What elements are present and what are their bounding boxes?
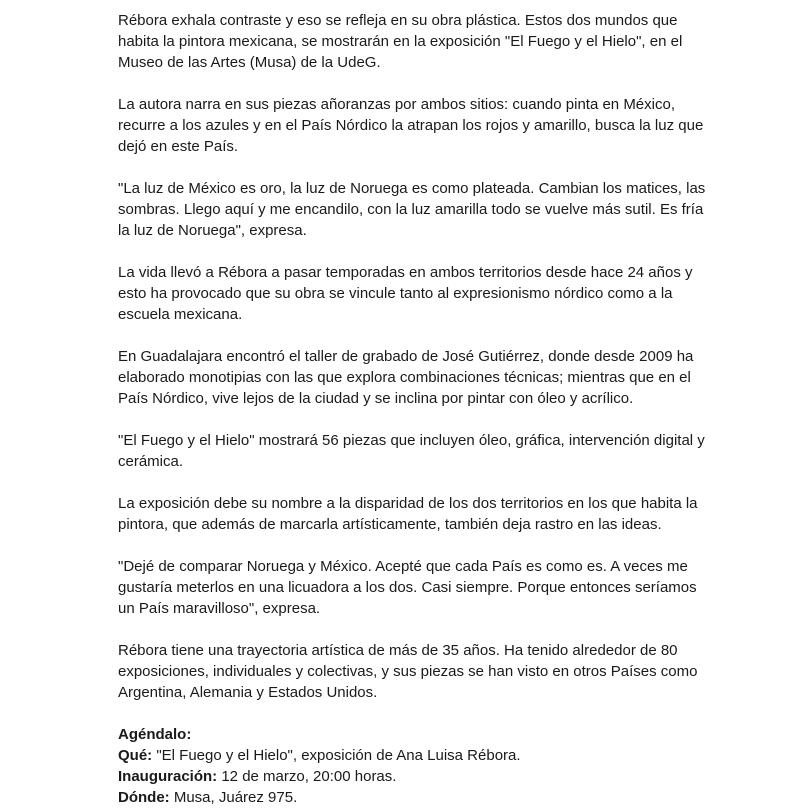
paragraph-quote-light: "La luz de México es oro, la luz de Noruega es como plateada. Cambian los matices, las sombras. Llego aquí y me encandilo, con la luz amarilla todo se vuelve más sutil. Es fría la luz de Noruega", expresa. (118, 180, 706, 239)
paragraph-quote-compare: "Dejé de comparar Noruega y México. Acepté que cada País es como es. A veces me gustaría meterlos en una licuadora a los dos. Casi siempre. Porque entonces seríamos un País maravilloso", expresa. (118, 558, 697, 617)
agenda-block (118, 724, 708, 808)
paragraph-guadalajara: En Guadalajara encontró el taller de grabado de José Gutiérrez, donde desde 2009 ha elaborado monotipias con las que explora combinaciones técnicas; mientras que en el País Nórdico, vive lejos de la ciudad y se inclina por pintar con óleo y acrílico. (118, 348, 694, 407)
agenda-where-label: Dónde: (118, 789, 170, 806)
paragraph-life: La vida llevó a Rébora a pasar temporadas en ambos territorios desde hace 24 años y esto ha provocado que su obra se vincule tanto al expresionismo nórdico como a la escuela mexicana. (118, 264, 693, 323)
paragraph-intro: Rébora exhala contraste y eso se refleja en su obra plástica. Estos dos mundos que habita la pintora mexicana, se mostrarán en la exposición "El Fuego y el Hielo", en el Museo de las Artes (Musa) de la UdeG. (118, 12, 683, 71)
agenda-opening-value: 12 de marzo, 20:00 horas. (217, 768, 397, 785)
paragraph-pieces: "El Fuego y el Hielo" mostrará 56 piezas que incluyen óleo, gráfica, intervención digital y cerámica. (118, 432, 705, 470)
agenda-what-line (118, 745, 708, 766)
agenda-what-label: Qué: (118, 747, 153, 764)
agenda-opening-label: Inauguración: (118, 768, 218, 785)
paragraph-nostalgia: La autora narra en sus piezas añoranzas por ambos sitios: cuando pinta en México, recurre a los azules y en el País Nórdico la atrapan los rojos y amarillo, busca la luz que dejó en este País. (118, 96, 704, 155)
agenda-where-line (118, 787, 708, 808)
agenda-what-value: "El Fuego y el Hielo", exposición de Ana Luisa Rébora. (152, 747, 521, 764)
article-body (118, 10, 708, 808)
paragraph-career: Rébora tiene una trayectoria artística de más de 35 años. Ha tenido alrededor de 80 exposiciones, individuales y colectivas, y sus piezas se han visto en otros Países como Argentina, Alemania y Estados Unidos. (118, 642, 698, 701)
agenda-where-value: Musa, Juárez 975. (169, 789, 298, 806)
agenda-opening-line (118, 766, 708, 787)
agenda-heading: Agéndalo: (118, 726, 192, 743)
paragraph-name-origin: La exposición debe su nombre a la disparidad de los dos territorios en los que habita la pintora, que además de marcarla artísticamente, también deja rastro en las ideas. (118, 495, 698, 533)
agenda-heading-line (118, 724, 708, 745)
